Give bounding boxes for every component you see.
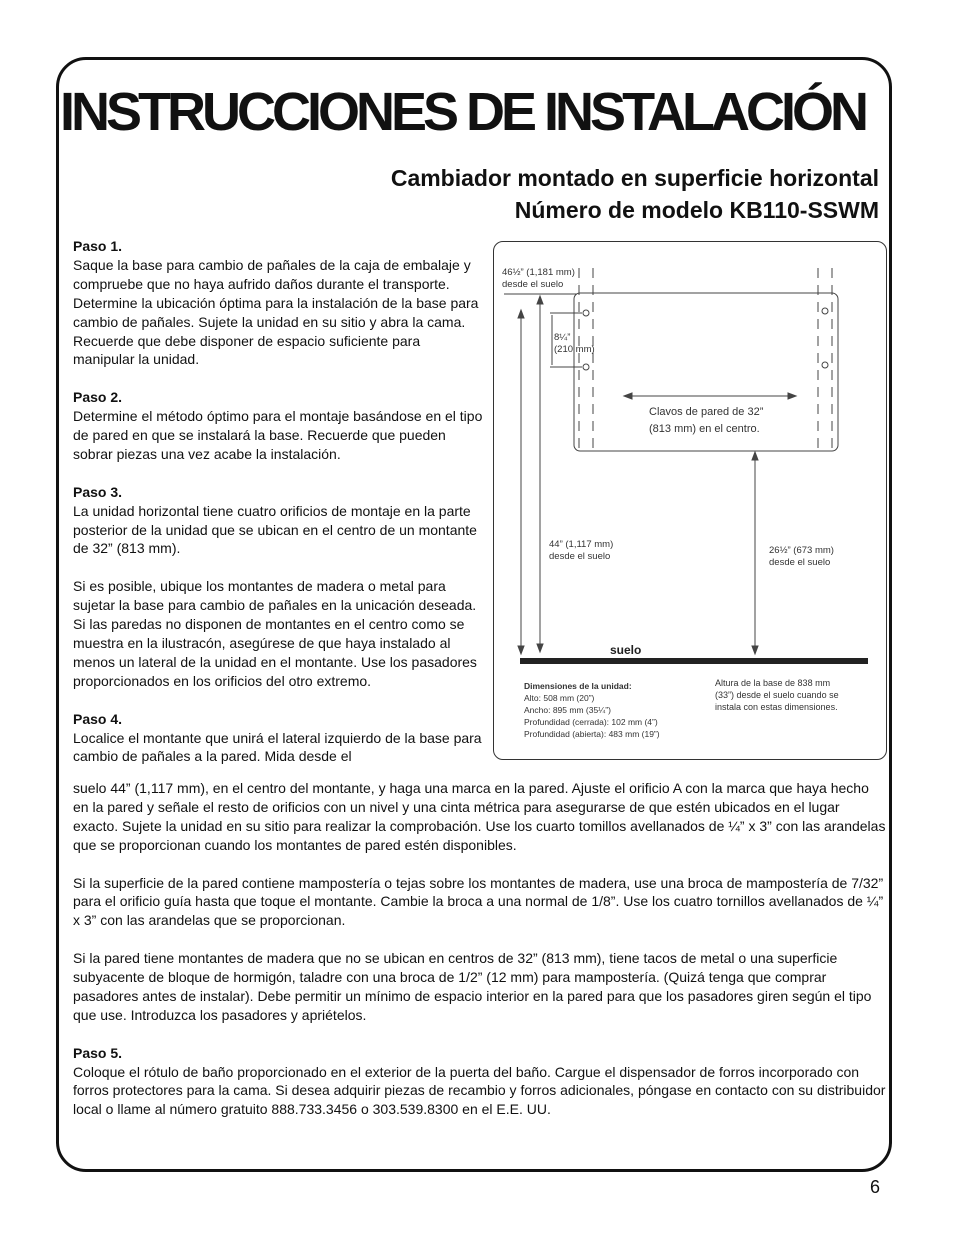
step-4-paragraph-2: Si la superficie de la pared contiene mampostería o tejas sobre los montantes de madera, use una broca de mampostería de 7/32” para el orificio guía hasta que toque el montante. Cambie la broca a una normal de 1/8”. Use los cuatro tornillos avellanados de ¼” x 3” con las arandelas que se proporcionan.: [73, 874, 884, 929]
step-3-title: Paso 3.: [73, 483, 123, 500]
mounting-hole-bottom-left: [583, 364, 589, 370]
step-5-text: Coloque el rótulo de baño proporcionado en el exterior de la puerta del baño. Cargue el dispensador de forros incorporado con forros protectores para la cama. Si desea adquirir piezas de recambio y forros adicionales, póngase en contacto con su distribuidor local o llame al número gratuito 888.733.3456 o 303.539.8300 en el E.E. UU.: [73, 1063, 886, 1118]
base-note-line-1: Altura de la base de 838 mm: [715, 678, 831, 688]
hole-height-arrow-up: [518, 310, 524, 318]
step-2: [73, 388, 485, 464]
dimensions-depth-open: Profundidad (abierta): 483 mm (19”): [524, 729, 660, 739]
dimensions-height: Alto: 508 mm (20”): [524, 693, 595, 703]
dimensions-depth-closed: Profundidad (cerrada): 102 mm (4”): [524, 717, 658, 727]
step-3: [73, 483, 485, 559]
top-height-arrow-up: [537, 296, 543, 304]
step-1-text: Saque la base para cambio de pañales de la caja de embalaje y compruebe que no haya aufrido daños durante el transporte. Determine la ubicación óptima para la instalación de la base para cambio de pañales. Sujete la unidad en su sitio y abra la cama. Recuerde que debe disponer de espacio suficiente para manipular la unidad.: [73, 256, 479, 368]
gap-label-2: (210 mm): [554, 344, 595, 355]
stud-label-1: Clavos de pared de 32”: [649, 406, 764, 418]
installation-diagram-drawing: [494, 242, 888, 761]
step-4-title: Paso 4.: [73, 710, 123, 727]
floor-line: [520, 658, 868, 664]
subtitle-line-1: Cambiador montado en superficie horizontal: [390, 165, 879, 191]
base-note-line-2: (33”) desde el suelo cuando se: [715, 690, 839, 700]
step-3-paragraph-2: Si es posible, ubique los montantes de madera o metal para sujetar la base para cambio de pañales en la unicación deseada. Si las paredas no disponen de montantes en el centro como se muestra en la ilustracón, asegúrese de que haya instalado al menos un lateral de la unidad en el montante. Use los pasadores proporcionados en los orificios del otro extremo.: [73, 578, 477, 689]
floor-label: suelo: [610, 643, 642, 657]
mounting-hole-top-right: [822, 308, 828, 314]
gap-label-1: 8¼”: [554, 332, 571, 343]
mounting-hole-bottom-right: [822, 362, 828, 368]
step-1: [73, 237, 485, 369]
left-column-text: [73, 237, 485, 766]
step-4-paragraph-3: Si la pared tiene montantes de madera que no se ubican en centros de 32” (813 mm), tiene tacos de metal o una superficie subyacente de bloque de hormigón, taladre con una broca de 1/2” (12 mm) para mampostería. (Quizá tenga que comprar pasadores antes de instalar). Debe permitir un mínimo de espacio interior en la pared para que los pasadores giren según el tipo que use. Introduzca los pasadores y apriételos.: [73, 950, 872, 1023]
step-4-text-start: Localice el montante que unirá el lateral izquierdo de la base para cambio de pañales a la pared. Mida desde el: [73, 729, 482, 765]
top-height-arrow-down: [537, 644, 543, 652]
step-4-text-continued: suelo 44” (1,117 mm), en el centro del montante, y haga una marca en la pared. Ajuste el orificio A con la marca que haya hecho en la pared y señale el resto de orificios con un nivel y una cinta métrica para asegurarse de que estén ubicados en el lugar exacto. Sujete la unidad en su sitio para realizar la comprobación. Use los cuarto tomillos avellanados de ¼” x 3” con las arandelas que se proporcionan cuando los montantes de pared estén disponibles.: [73, 780, 886, 853]
base-note-line-3: instala con estas dimensiones.: [715, 702, 838, 712]
base-height-arrow-down: [752, 646, 758, 654]
step-5: [73, 1044, 888, 1120]
top-height-label-2: desde el suelo: [502, 279, 564, 290]
top-height-label-1: 46½” (1,181 mm): [502, 267, 575, 278]
base-height-label-1: 26½” (673 mm): [769, 545, 834, 556]
base-height-arrow-up: [752, 452, 758, 460]
stud-spacing-arrow-right: [788, 393, 796, 399]
step-2-title: Paso 2.: [73, 389, 123, 406]
step-2-text: Determine el método óptimo para el montaje basándose en el tipo de pared en que se instalará la base. Recuerde que pueden sobrar piezas una vez acabe la instalación.: [73, 408, 483, 462]
dimensions-title: Dimensiones de la unidad:: [524, 681, 632, 691]
page-number: 6: [870, 1177, 881, 1197]
hole-height-arrow-down: [518, 646, 524, 654]
installation-diagram: [493, 241, 887, 760]
stud-label-2: (813 mm) en el centro.: [649, 423, 760, 435]
step-5-title: Paso 5.: [73, 1044, 123, 1061]
step-1-title: Paso 1.: [73, 238, 123, 254]
subtitle-line-2: Número de modelo KB110-SSWM: [514, 197, 879, 223]
subtitle: [391, 162, 879, 226]
hole-height-label-1: 44” (1,117 mm): [549, 539, 614, 550]
mounting-hole-top-left: [583, 310, 589, 316]
step-3-text: La unidad horizontal tiene cuatro orificios de montaje en la parte posterior de la unidad que se ubican en el centro de un montante de 32” (813 mm).: [73, 502, 477, 557]
stud-spacing-arrow-left: [624, 393, 632, 399]
full-width-text: [73, 779, 888, 1119]
page-title: INSTRUCCIONES DE INSTALACIÓN: [60, 82, 866, 142]
hole-height-label-2: desde el suelo: [549, 551, 611, 562]
base-height-label-2: desde el suelo: [769, 557, 831, 568]
dimensions-width: Ancho: 895 mm (35¼”): [524, 705, 611, 715]
step-4: [73, 710, 485, 767]
